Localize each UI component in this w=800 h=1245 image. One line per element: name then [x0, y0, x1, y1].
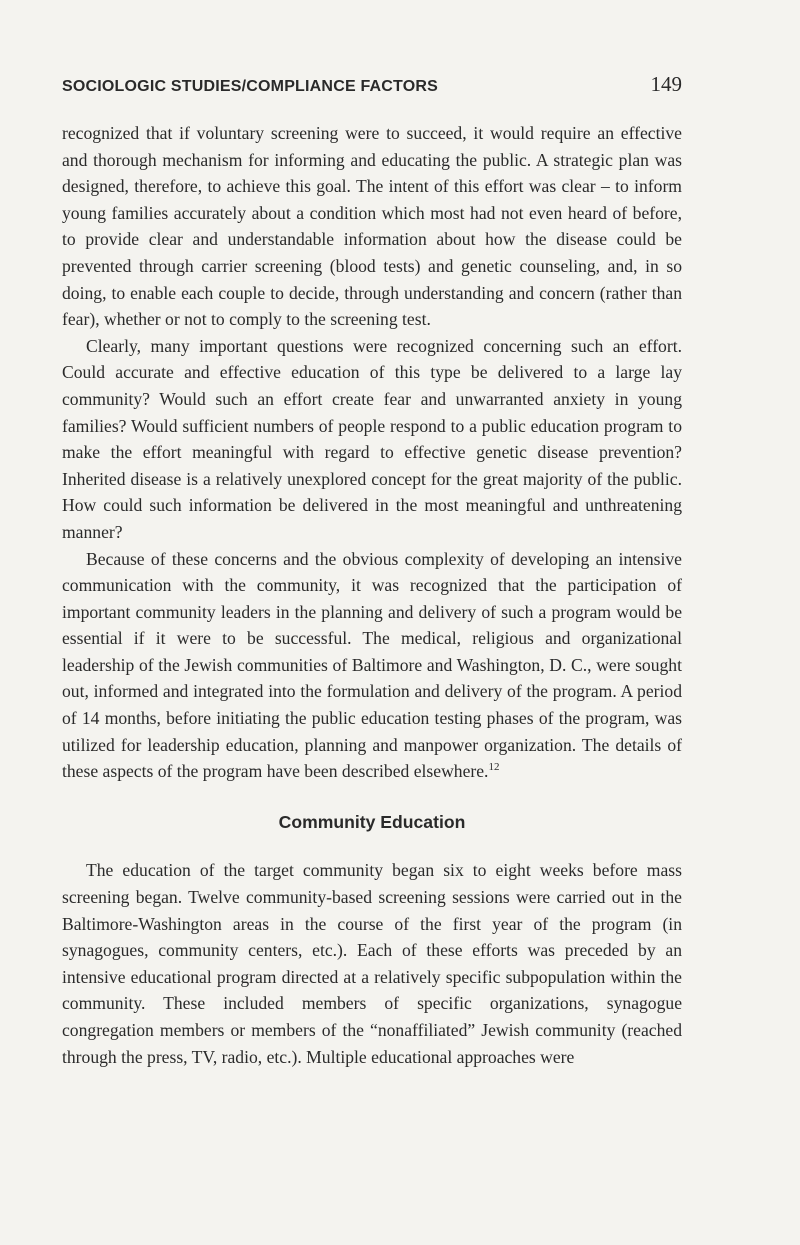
page-number: 149 [650, 72, 682, 96]
paragraph-4: The education of the target community began six to eight weeks before mass screening began. Twelve community-based screening sessions were carried out in the Baltimore-Washington areas in the course of the first year of the program (in synagogues, community centers, etc.). Each of these efforts was preceded by an intensive educational program directed at a relatively specific subpopulation within the community. These included members of specific organizations, synagogue congregation members or members of the “nonaffiliated” Jewish community (reached through the press, TV, radio, etc.). Multiple educational approaches were [62, 860, 682, 1067]
paragraph-3 [62, 546, 682, 785]
body-text [62, 120, 682, 1070]
paragraph-2: Clearly, many important questions were recognized concerning such an effort. Could accurate and effective education of this type be delivered to a large lay community? Would such an effort create fear and unwarranted anxiety in young families? Would sufficient numbers of people respond to a public education program to make the effort meaningful with regard to effective genetic disease prevention? Inherited disease is a relatively unexplored concept for the great majority of the public. How could such information be delivered in the most meaningful and unthreatening manner? [62, 335, 682, 542]
running-head: SOCIOLOGIC STUDIES/COMPLIANCE FACTORS [62, 78, 439, 95]
paragraph-3-text: Because of these concerns and the obvious complexity of developing an intensive communication with the community, it was recognized that the participation of important community leaders in the planning and delivery of such a program would be essential if it were to be successful. The medical, religious and organizational leadership of the Jewish communities of Baltimore and Washington, D. C., were sought out, informed and integrated into the formulation and delivery of the program. A period of 14 months, before initiating the public education testing phases of the program, was utilized for leadership education, planning and manpower organization. The details of these aspects of the program have been described elsewhere. [62, 548, 682, 782]
paragraph-1: recognized that if voluntary screening were to succeed, it would require an effective and thorough mechanism for informing and educating the public. A strategic plan was designed, therefore, to achieve this goal. The intent of this effort was clear – to inform young families accurately about a condition which most had not even heard of before, to provide clear and understandable information about how the disease could be prevented through carrier screening (blood tests) and genetic counseling, and, in so doing, to enable each couple to decide, through understanding and concern (rather than fear), whether or not to comply to the screening test. [62, 123, 682, 330]
section-heading: Community Education [278, 811, 466, 832]
page-header [62, 72, 682, 97]
footnote-reference: 12 [488, 761, 500, 774]
